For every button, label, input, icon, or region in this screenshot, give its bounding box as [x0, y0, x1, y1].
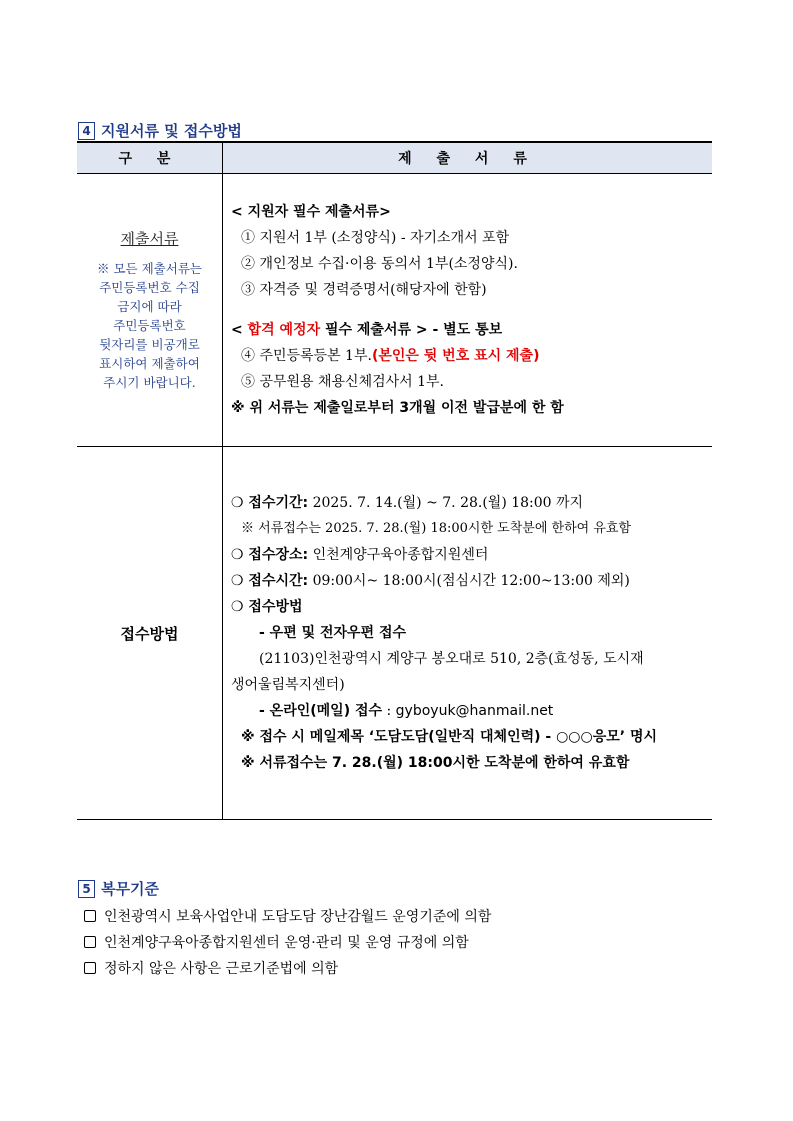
finalist-heading-red: 합격 예정자: [247, 322, 321, 338]
section-4-heading: [78, 120, 242, 141]
service-rules-list: [84, 904, 491, 982]
deadline-note: ※ 서류접수는 7. 28.(월) 18:00시한 도착분에 한하여 유효함: [241, 755, 630, 771]
finalist-docs-heading: [231, 317, 711, 343]
online-line: [231, 698, 711, 724]
list-item-text: 정하지 않은 사항은 근로기준법에 의함: [104, 961, 339, 977]
doc-item: [231, 343, 711, 369]
section-number-badge: 5: [78, 880, 95, 898]
time-line: [231, 568, 711, 594]
privacy-note-line: ※ 모든 제출서류는: [97, 261, 202, 276]
section-number-badge: 4: [78, 122, 95, 140]
header-documents: 제 출 서 류: [223, 142, 713, 174]
doc-item: ② 개인정보 수집·이용 동의서 1부(소정양식).: [241, 256, 518, 272]
address-line: (21103)인천광역시 계양구 봉오대로 510, 2층(효성동, 도시재: [259, 651, 644, 667]
place-value: 인천계양구육아종합지원센터: [308, 547, 489, 563]
validity-note: ※ 위 서류는 제출일로부터 3개월 이전 발급분에 한 함: [231, 400, 564, 416]
email-subject-note: ※ 접수 시 메일제목 ‘도담도담(일반직 대체인력) - ○○○응모’ 명시: [241, 729, 658, 745]
method-label: 접수방법: [120, 624, 179, 643]
list-item: [84, 904, 491, 930]
period-value: 2025. 7. 14.(월) ~ 7. 28.(월) 18:00 까지: [308, 495, 584, 511]
applicant-docs-heading: < 지원자 필수 제출서류>: [231, 204, 391, 220]
privacy-note: [78, 259, 221, 392]
place-line: [231, 542, 711, 568]
method-content-cell: [223, 447, 713, 820]
checkbox-icon: [84, 910, 96, 922]
doc-item-text: ④ 주민등록등본 1부.: [241, 348, 372, 364]
application-method-row: [77, 447, 712, 820]
method-post: - 우편 및 전자우편 접수: [259, 625, 407, 641]
privacy-note-line: 금지에 따라: [117, 299, 182, 314]
period-note: ※ 서류접수는 2025. 7. 28.(월) 18:00시한 도착분에 한하여 유효함: [241, 521, 632, 536]
address-line: 생어울림복지센터): [231, 677, 345, 693]
list-item-text: 인천광역시 보육사업안내 도담도담 장난감월드 운영기준에 의함: [104, 909, 492, 925]
time-label: ❍ 접수시간:: [231, 573, 309, 589]
section-5-heading: [78, 878, 159, 899]
section-title: 지원서류 및 접수방법: [101, 122, 242, 140]
list-item: [84, 956, 491, 982]
checkbox-icon: [84, 962, 96, 974]
period-label: ❍ 접수기간:: [231, 495, 309, 511]
method-heading: ❍ 접수방법: [231, 599, 303, 615]
documents-content-cell: [223, 174, 713, 447]
email-address: gyboyuk@hanmail.net: [395, 703, 554, 719]
list-item-text: 인천계양구육아종합지원센터 운영·관리 및 운영 규정에 의함: [104, 935, 469, 951]
period-line: [231, 490, 711, 516]
finalist-heading-post: 필수 제출서류 > - 별도 통보: [320, 322, 503, 338]
documents-label-cell: [77, 174, 223, 447]
online-label: - 온라인(메일) 접수: [259, 703, 383, 719]
finalist-heading-pre: <: [231, 322, 248, 338]
documents-row: [77, 174, 712, 447]
place-label: ❍ 접수장소:: [231, 547, 309, 563]
privacy-note-line: 뒷자리를 비공개로: [99, 337, 200, 352]
checkbox-icon: [84, 936, 96, 948]
application-table: [77, 141, 712, 820]
section-title: 복무기준: [101, 880, 159, 898]
privacy-note-line: 주시기 바랍니다.: [103, 375, 196, 390]
doc-item: ③ 자격증 및 경력증명서(해당자에 한함): [241, 282, 487, 298]
doc-item: ① 지원서 1부 (소정양식) - 자기소개서 포함: [241, 230, 510, 246]
method-label-cell: [77, 447, 223, 820]
privacy-note-line: 주민등록번호 수집: [99, 280, 200, 295]
privacy-note-line: 표시하여 제출하여: [99, 356, 200, 371]
online-sep: :: [382, 703, 396, 719]
doc-item-red: (본인은 뒷 번호 표시 제출): [371, 348, 540, 364]
list-item: [84, 930, 491, 956]
header-category: 구 분: [77, 142, 223, 174]
time-value: 09:00시~ 18:00시(점심시간 12:00~13:00 제외): [308, 573, 630, 589]
doc-item: ⑤ 공무원용 채용신체검사서 1부.: [241, 374, 444, 390]
documents-label: 제출서류: [120, 230, 179, 248]
privacy-note-line: 주민등록번호: [113, 318, 186, 333]
